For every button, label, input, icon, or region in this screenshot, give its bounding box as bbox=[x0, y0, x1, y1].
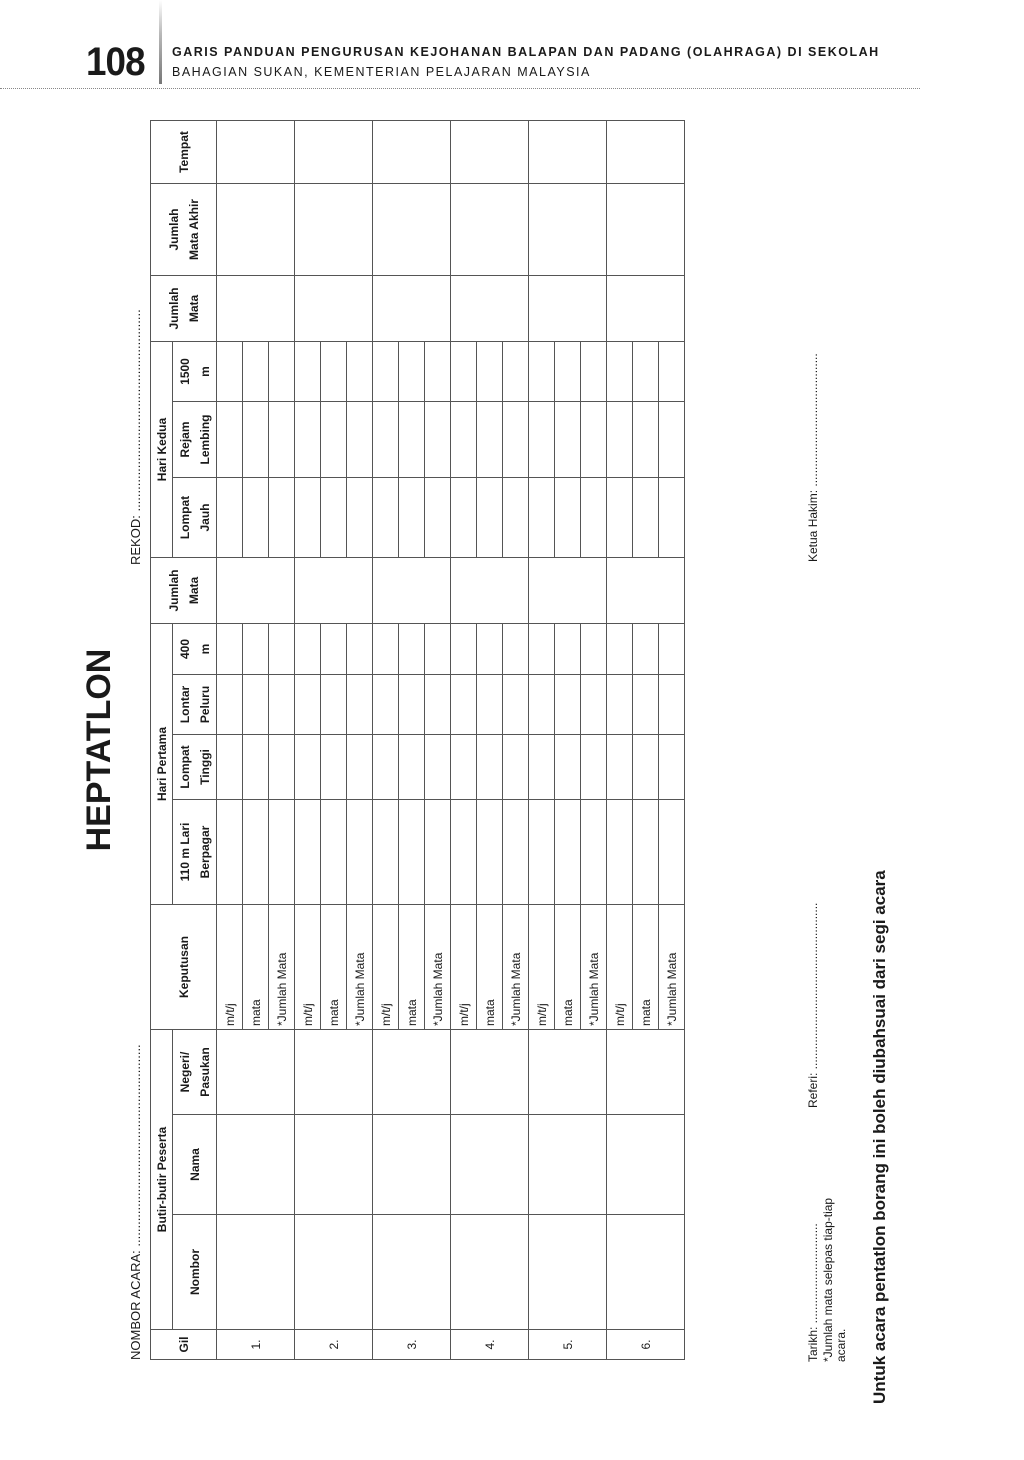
final-total-cell bbox=[295, 184, 373, 276]
400m-cell bbox=[659, 624, 685, 675]
high-jump-cell bbox=[477, 735, 503, 800]
hurdles-cell bbox=[659, 800, 685, 905]
hurdles-cell bbox=[503, 800, 529, 905]
hurdles-cell bbox=[607, 800, 633, 905]
shot-put-cell bbox=[659, 675, 685, 735]
400m-cell bbox=[503, 624, 529, 675]
long-jump-cell bbox=[399, 478, 425, 558]
high-jump-cell bbox=[295, 735, 321, 800]
1500m-cell bbox=[607, 342, 633, 402]
record-label: REKOD: ........................................................ bbox=[128, 309, 143, 565]
high-jump-header: Lompat Tinggi bbox=[173, 735, 217, 800]
400m-cell bbox=[295, 624, 321, 675]
keputusan-header: Keputusan bbox=[151, 905, 217, 1030]
final-total-cell bbox=[217, 184, 295, 276]
long-jump-cell bbox=[373, 478, 399, 558]
header-subtitle: BAHAGIAN SUKAN, KEMENTERIAN PELAJARAN MALAYSIA bbox=[172, 65, 591, 79]
keputusan-label: *Jumlah Mata bbox=[269, 905, 295, 1030]
keputusan-label: mata bbox=[399, 905, 425, 1030]
long-jump-header: Lompat Jauh bbox=[173, 478, 217, 558]
keputusan-label: *Jumlah Mata bbox=[425, 905, 451, 1030]
long-jump-cell bbox=[243, 478, 269, 558]
table-row bbox=[373, 121, 399, 1360]
nombor-cell bbox=[607, 1215, 685, 1330]
nama-cell bbox=[295, 1115, 373, 1215]
total1-cell bbox=[529, 558, 607, 624]
keputusan-label: mata bbox=[243, 905, 269, 1030]
shot-put-cell bbox=[399, 675, 425, 735]
keputusan-label: m/t/j bbox=[451, 905, 477, 1030]
lane-number: 6. bbox=[607, 1330, 685, 1360]
javelin-cell bbox=[477, 402, 503, 478]
place-cell bbox=[373, 121, 451, 184]
long-jump-cell bbox=[425, 478, 451, 558]
nombor-header: Nombor bbox=[173, 1215, 217, 1330]
keputusan-label: m/t/j bbox=[217, 905, 243, 1030]
1500m-cell bbox=[477, 342, 503, 402]
nombor-cell bbox=[451, 1215, 529, 1330]
final-total-cell bbox=[451, 184, 529, 276]
hurdles-cell bbox=[581, 800, 607, 905]
total2-cell bbox=[451, 276, 529, 342]
high-jump-cell bbox=[607, 735, 633, 800]
shot-put-cell bbox=[425, 675, 451, 735]
400m-cell bbox=[607, 624, 633, 675]
1500m-cell bbox=[347, 342, 373, 402]
shot-put-cell bbox=[477, 675, 503, 735]
1500m-cell bbox=[295, 342, 321, 402]
400m-header: 400 m bbox=[173, 624, 217, 675]
nama-header: Nama bbox=[173, 1115, 217, 1215]
1500m-cell bbox=[581, 342, 607, 402]
keputusan-label: mata bbox=[555, 905, 581, 1030]
1500m-cell bbox=[217, 342, 243, 402]
long-jump-cell bbox=[347, 478, 373, 558]
shot-put-cell bbox=[633, 675, 659, 735]
negeri-cell bbox=[295, 1030, 373, 1115]
footer-note: Untuk acara pentatlon borang ini boleh diubahsuai dari segi acara bbox=[870, 870, 889, 1404]
table-row bbox=[607, 121, 633, 1360]
table-row bbox=[529, 121, 555, 1360]
points-note: *Jumlah mata selepas tiap-tiap acara. bbox=[821, 1197, 848, 1362]
1500m-cell bbox=[451, 342, 477, 402]
hurdles-cell bbox=[529, 800, 555, 905]
lane-number: 4. bbox=[451, 1330, 529, 1360]
hurdles-cell bbox=[425, 800, 451, 905]
400m-cell bbox=[321, 624, 347, 675]
place-cell bbox=[295, 121, 373, 184]
high-jump-cell bbox=[451, 735, 477, 800]
javelin-cell bbox=[659, 402, 685, 478]
hurdles-cell bbox=[269, 800, 295, 905]
javelin-cell bbox=[633, 402, 659, 478]
shot-put-cell bbox=[451, 675, 477, 735]
nombor-cell bbox=[217, 1215, 295, 1330]
javelin-cell bbox=[269, 402, 295, 478]
high-jump-cell bbox=[633, 735, 659, 800]
1500m-cell bbox=[503, 342, 529, 402]
long-jump-cell bbox=[633, 478, 659, 558]
keputusan-label: *Jumlah Mata bbox=[503, 905, 529, 1030]
total2-header: Jumlah Mata bbox=[151, 276, 217, 342]
long-jump-cell bbox=[477, 478, 503, 558]
1500m-header: 1500 m bbox=[173, 342, 217, 402]
400m-cell bbox=[555, 624, 581, 675]
nama-cell bbox=[529, 1115, 607, 1215]
total1-cell bbox=[607, 558, 685, 624]
keputusan-label: mata bbox=[477, 905, 503, 1030]
1500m-cell bbox=[633, 342, 659, 402]
table-row bbox=[295, 121, 321, 1360]
400m-cell bbox=[373, 624, 399, 675]
total2-cell bbox=[295, 276, 373, 342]
javelin-header: Rejam Lembing bbox=[173, 402, 217, 478]
1500m-cell bbox=[243, 342, 269, 402]
long-jump-cell bbox=[503, 478, 529, 558]
nama-cell bbox=[217, 1115, 295, 1215]
place-header: Tempat bbox=[151, 121, 217, 184]
rotated-form-area bbox=[80, 20, 950, 1460]
keputusan-label: m/t/j bbox=[529, 905, 555, 1030]
400m-cell bbox=[243, 624, 269, 675]
total1-header: Jumlah Mata bbox=[151, 558, 217, 624]
400m-cell bbox=[529, 624, 555, 675]
high-jump-cell bbox=[659, 735, 685, 800]
javelin-cell bbox=[425, 402, 451, 478]
hurdles-cell bbox=[373, 800, 399, 905]
400m-cell bbox=[633, 624, 659, 675]
javelin-cell bbox=[295, 402, 321, 478]
participant-group-header: Butir-butir Peserta bbox=[151, 1030, 173, 1330]
total2-cell bbox=[217, 276, 295, 342]
place-cell bbox=[451, 121, 529, 184]
shot-put-cell bbox=[347, 675, 373, 735]
nombor-cell bbox=[373, 1215, 451, 1330]
final-total-header: Jumlah Mata Akhir bbox=[151, 184, 217, 276]
place-cell bbox=[529, 121, 607, 184]
shot-put-cell bbox=[581, 675, 607, 735]
high-jump-cell bbox=[555, 735, 581, 800]
1500m-cell bbox=[269, 342, 295, 402]
lane-number: 3. bbox=[373, 1330, 451, 1360]
1500m-cell bbox=[555, 342, 581, 402]
keputusan-label: m/t/j bbox=[295, 905, 321, 1030]
nama-cell bbox=[373, 1115, 451, 1215]
keputusan-label: *Jumlah Mata bbox=[659, 905, 685, 1030]
hurdles-cell bbox=[399, 800, 425, 905]
negeri-cell bbox=[217, 1030, 295, 1115]
total2-cell bbox=[529, 276, 607, 342]
page-number: 108 bbox=[86, 40, 145, 84]
keputusan-label: mata bbox=[633, 905, 659, 1030]
javelin-cell bbox=[321, 402, 347, 478]
total1-cell bbox=[451, 558, 529, 624]
high-jump-cell bbox=[269, 735, 295, 800]
javelin-cell bbox=[217, 402, 243, 478]
1500m-cell bbox=[321, 342, 347, 402]
shot-put-cell bbox=[373, 675, 399, 735]
shot-put-cell bbox=[243, 675, 269, 735]
total1-cell bbox=[217, 558, 295, 624]
chief-judge-label: Ketua Hakim: ........................................ bbox=[806, 353, 820, 562]
shot-put-cell bbox=[555, 675, 581, 735]
high-jump-cell bbox=[373, 735, 399, 800]
keputusan-label: mata bbox=[321, 905, 347, 1030]
hurdles-cell bbox=[633, 800, 659, 905]
lane-number: 5. bbox=[529, 1330, 607, 1360]
lane-number: 1. bbox=[217, 1330, 295, 1360]
keputusan-label: *Jumlah Mata bbox=[347, 905, 373, 1030]
keputusan-label: m/t/j bbox=[607, 905, 633, 1030]
javelin-cell bbox=[503, 402, 529, 478]
form-title: HEPTATLON bbox=[80, 648, 118, 852]
hurdles-cell bbox=[451, 800, 477, 905]
high-jump-cell bbox=[243, 735, 269, 800]
place-cell bbox=[607, 121, 685, 184]
negeri-cell bbox=[607, 1030, 685, 1115]
keputusan-label: m/t/j bbox=[373, 905, 399, 1030]
day2-header: Hari Kedua bbox=[151, 342, 173, 558]
negeri-header: Negeri/ Pasukan bbox=[173, 1030, 217, 1115]
javelin-cell bbox=[529, 402, 555, 478]
1500m-cell bbox=[425, 342, 451, 402]
javelin-cell bbox=[373, 402, 399, 478]
high-jump-cell bbox=[503, 735, 529, 800]
hurdles-cell bbox=[555, 800, 581, 905]
total1-cell bbox=[373, 558, 451, 624]
shot-put-cell bbox=[503, 675, 529, 735]
shot-put-cell bbox=[217, 675, 243, 735]
place-cell bbox=[217, 121, 295, 184]
total2-cell bbox=[607, 276, 685, 342]
total1-cell bbox=[295, 558, 373, 624]
keputusan-label: *Jumlah Mata bbox=[581, 905, 607, 1030]
nama-cell bbox=[607, 1115, 685, 1215]
long-jump-cell bbox=[217, 478, 243, 558]
hurdles-cell bbox=[347, 800, 373, 905]
javelin-cell bbox=[399, 402, 425, 478]
long-jump-cell bbox=[529, 478, 555, 558]
long-jump-cell bbox=[321, 478, 347, 558]
hurdles-cell bbox=[243, 800, 269, 905]
hurdles-header: 110 m Lari Berpagar bbox=[173, 800, 217, 905]
400m-cell bbox=[425, 624, 451, 675]
javelin-cell bbox=[451, 402, 477, 478]
shot-put-header: Lontar Peluru bbox=[173, 675, 217, 735]
long-jump-cell bbox=[451, 478, 477, 558]
lane-number: 2. bbox=[295, 1330, 373, 1360]
date-label: Tarikh: .............................. bbox=[806, 1223, 820, 1362]
long-jump-cell bbox=[295, 478, 321, 558]
high-jump-cell bbox=[425, 735, 451, 800]
shot-put-cell bbox=[269, 675, 295, 735]
javelin-cell bbox=[581, 402, 607, 478]
long-jump-cell bbox=[269, 478, 295, 558]
table-row bbox=[217, 121, 243, 1360]
total2-cell bbox=[373, 276, 451, 342]
high-jump-cell bbox=[581, 735, 607, 800]
negeri-cell bbox=[373, 1030, 451, 1115]
400m-cell bbox=[581, 624, 607, 675]
400m-cell bbox=[451, 624, 477, 675]
shot-put-cell bbox=[295, 675, 321, 735]
long-jump-cell bbox=[607, 478, 633, 558]
javelin-cell bbox=[607, 402, 633, 478]
final-total-cell bbox=[607, 184, 685, 276]
event-number-label: NOMBOR ACARA: ........................................................ bbox=[128, 1044, 143, 1360]
negeri-cell bbox=[451, 1030, 529, 1115]
1500m-cell bbox=[529, 342, 555, 402]
long-jump-cell bbox=[581, 478, 607, 558]
1500m-cell bbox=[373, 342, 399, 402]
high-jump-cell bbox=[321, 735, 347, 800]
negeri-cell bbox=[529, 1030, 607, 1115]
final-total-cell bbox=[373, 184, 451, 276]
hurdles-cell bbox=[321, 800, 347, 905]
shot-put-cell bbox=[607, 675, 633, 735]
400m-cell bbox=[347, 624, 373, 675]
gil-header: Gil bbox=[151, 1330, 217, 1360]
referee-label: Referi: .................................................. bbox=[806, 902, 820, 1108]
400m-cell bbox=[399, 624, 425, 675]
400m-cell bbox=[477, 624, 503, 675]
high-jump-cell bbox=[529, 735, 555, 800]
header-title: GARIS PANDUAN PENGURUSAN KEJOHANAN BALAPAN DAN PADANG (OLAHRAGA) DI SEKOLAH bbox=[172, 45, 880, 59]
shot-put-cell bbox=[321, 675, 347, 735]
day1-header: Hari Pertama bbox=[151, 624, 173, 905]
long-jump-cell bbox=[659, 478, 685, 558]
heptathlon-score-table bbox=[150, 120, 685, 1360]
table-row bbox=[451, 121, 477, 1360]
nombor-cell bbox=[295, 1215, 373, 1330]
shot-put-cell bbox=[529, 675, 555, 735]
javelin-cell bbox=[243, 402, 269, 478]
long-jump-cell bbox=[555, 478, 581, 558]
nombor-cell bbox=[529, 1215, 607, 1330]
1500m-cell bbox=[399, 342, 425, 402]
final-total-cell bbox=[529, 184, 607, 276]
1500m-cell bbox=[659, 342, 685, 402]
high-jump-cell bbox=[347, 735, 373, 800]
nama-cell bbox=[451, 1115, 529, 1215]
hurdles-cell bbox=[217, 800, 243, 905]
hurdles-cell bbox=[295, 800, 321, 905]
javelin-cell bbox=[555, 402, 581, 478]
hurdles-cell bbox=[477, 800, 503, 905]
400m-cell bbox=[217, 624, 243, 675]
400m-cell bbox=[269, 624, 295, 675]
javelin-cell bbox=[347, 402, 373, 478]
high-jump-cell bbox=[399, 735, 425, 800]
high-jump-cell bbox=[217, 735, 243, 800]
